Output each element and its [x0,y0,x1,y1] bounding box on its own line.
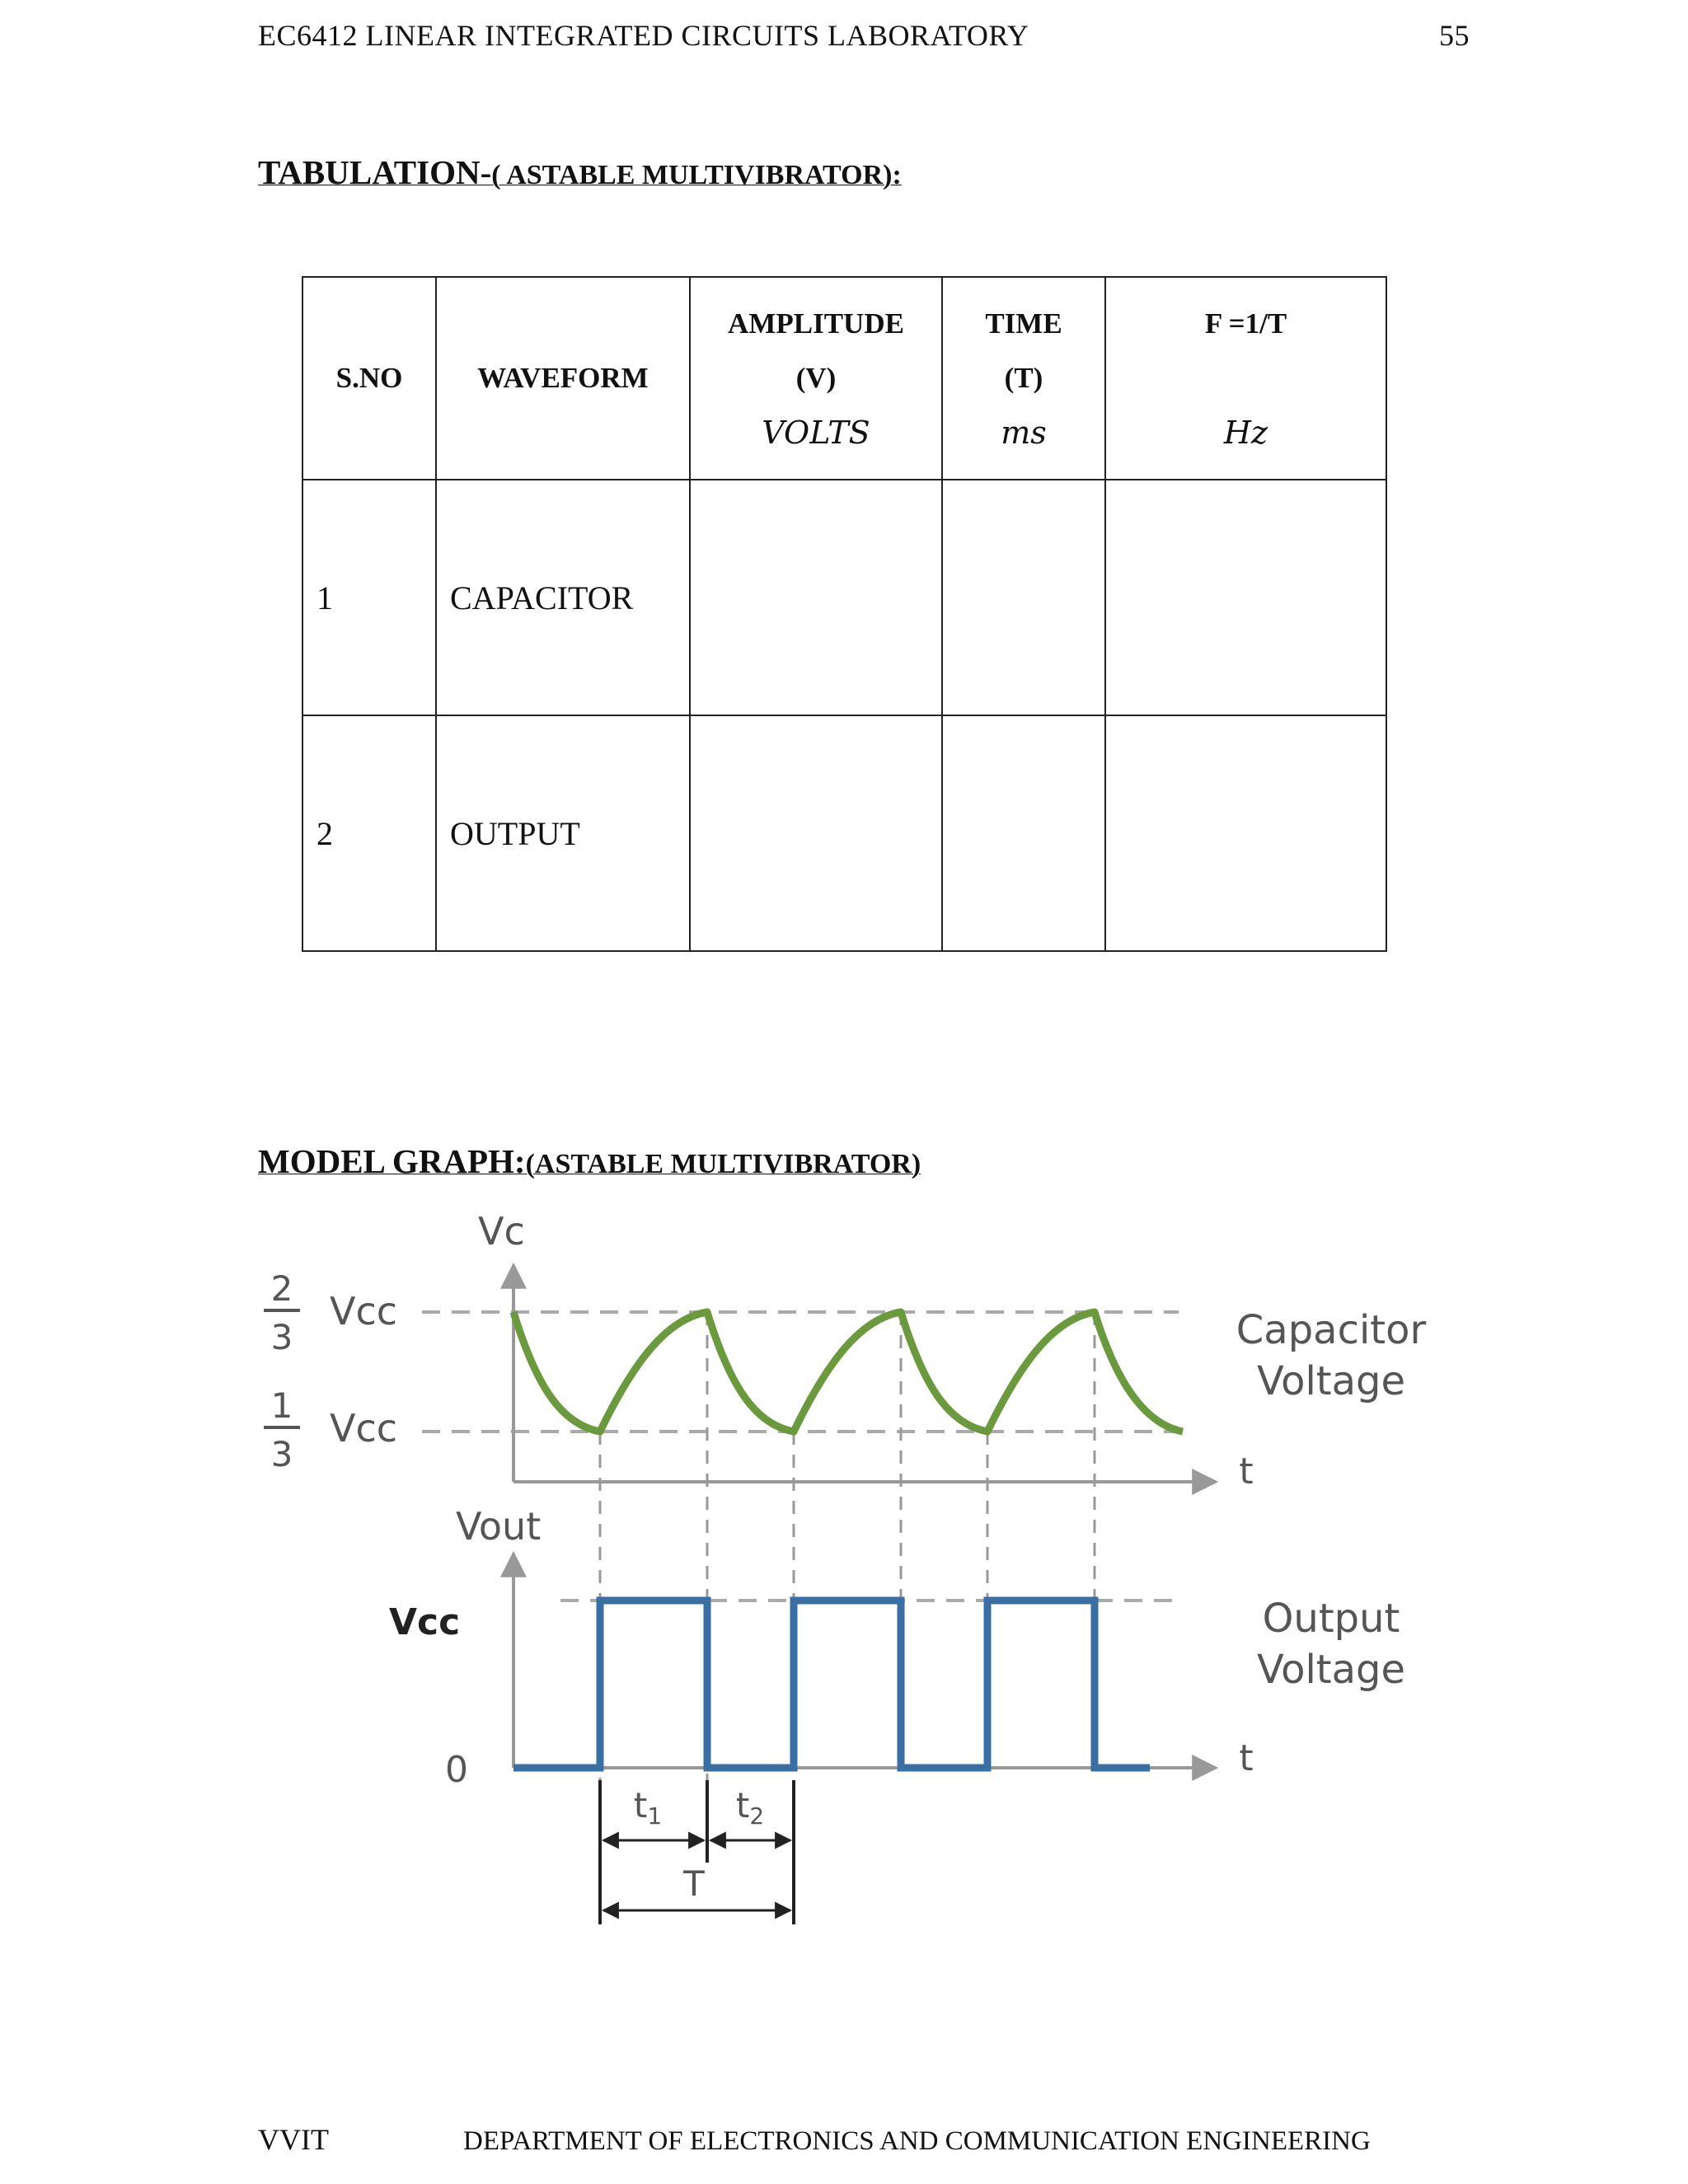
amplitude-symbol: (V) [795,362,837,394]
time-symbol: (T) [1004,362,1043,394]
tabulation-heading [258,152,902,192]
amplitude-title: AMPLITUDE [728,307,904,340]
frac-two-numerator: 2 [270,1268,293,1309]
model-graph-heading-main: MODEL GRAPH: [258,1142,526,1180]
frac-denominator: 3 [270,1434,293,1474]
freq-unit: Hz [1223,415,1268,451]
amplitude-unit: VOLTS [762,415,870,451]
vcc-lower-label: Vcc [330,1406,398,1451]
period-label: T [683,1863,705,1904]
frac-denominator: 3 [270,1317,293,1357]
t-axis-label-lower: t [1239,1737,1254,1779]
tabulation-heading-main: TABULATION- [258,153,492,191]
table-header-row [302,277,1386,480]
vertical-guides [600,1312,1095,1788]
time-unit: ms [1001,415,1047,451]
output-voltage-waveform [513,1601,1150,1768]
cell-time [942,715,1105,951]
col-header-sno: S.NO [302,277,436,480]
time-title: TIME [985,307,1062,340]
tabulation-heading-sub: ( ASTABLE MULTIVIBRATOR): [491,160,902,190]
model-graph-heading-sub: (ASTABLE MULTIVIBRATOR) [525,1149,921,1179]
cell-frequency [1105,480,1386,715]
col-header-waveform: WAVEFORM [436,277,690,480]
model-graph-heading [258,1141,921,1181]
cell-sno: 2 [302,715,436,951]
col-header-time [942,277,1105,480]
astable-waveform-diagram [247,1199,1484,1941]
t1-label: t1 [633,1785,663,1830]
table-row [302,480,1386,715]
vout-axis-label: Vout [456,1504,542,1549]
page-number: 55 [1439,19,1470,52]
cell-sno: 1 [302,480,436,715]
col-header-amplitude [690,277,942,480]
vcc-upper-label: Vcc [330,1289,398,1333]
frac-one-numerator: 1 [270,1385,293,1426]
cell-waveform: OUTPUT [436,715,690,951]
cell-amplitude [690,715,942,951]
running-header: EC6412 LINEAR INTEGRATED CIRCUITS LABORATORY [258,19,1029,52]
capacitor-label-line2: Voltage [1256,1358,1406,1404]
capacitor-voltage-waveform [513,1312,1183,1432]
cell-waveform: CAPACITOR [436,480,690,715]
capacitor-label-line1: Capacitor [1236,1307,1427,1353]
freq-title: F =1/T [1204,307,1287,340]
output-label-line2: Voltage [1256,1647,1406,1693]
footer-department: DEPARTMENT OF ELECTRONICS AND COMMUNICATION ENGINEERING [463,2126,1371,2156]
cell-amplitude [690,480,942,715]
freq-spacer [1106,351,1386,405]
zero-label: 0 [445,1749,468,1791]
t-axis-label-upper: t [1239,1451,1254,1493]
table-row [302,715,1386,951]
footer-institution: VVIT [258,2123,329,2156]
t2-label: t2 [735,1785,765,1830]
col-header-frequency [1105,277,1386,480]
output-label-line1: Output [1262,1596,1400,1642]
cell-frequency [1105,715,1386,951]
vcc-output-label: Vcc [389,1601,461,1643]
tabulation-table [302,276,1387,952]
cell-time [942,480,1105,715]
vc-axis-label: Vc [478,1209,525,1254]
